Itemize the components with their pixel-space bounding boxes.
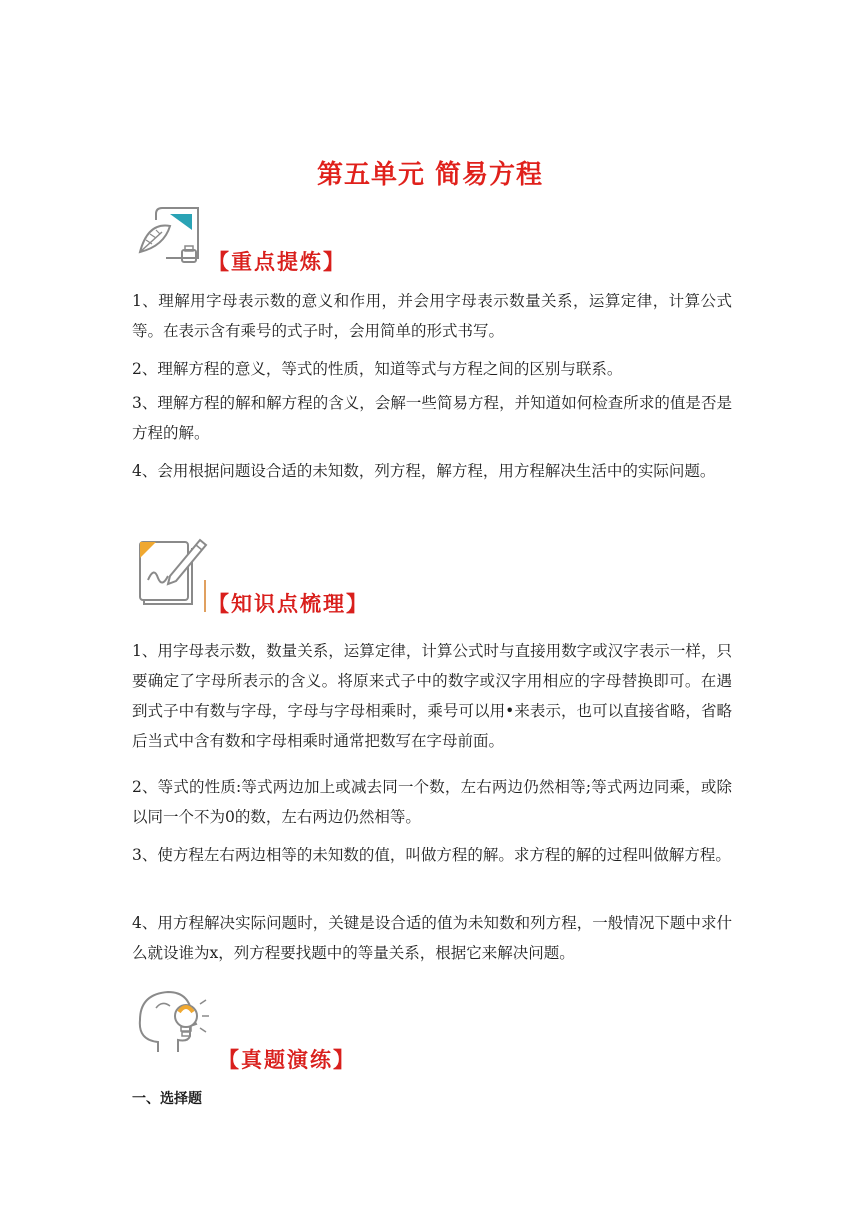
quill-scroll-icon [134, 200, 210, 272]
notepad-pencil-icon [134, 536, 210, 610]
key-point-3: 3、理解方程的解和解方程的含义，会解一些简易方程，并知道如何检查所求的值是否是方程的解。 [132, 394, 732, 442]
knowledge-point-4: 4、用方程解决实际问题时，关键是设合适的值为未知数和列方程，一般情况下题中求什么就设谁为x，列方程要找题中的等量关系，根据它来解决问题。 [132, 914, 732, 962]
key-point-2: 2、理解方程的意义，等式的性质，知道等式与方程之间的区别与联系。 [132, 360, 623, 378]
knowledge-point-1: 1、用字母表示数，数量关系，运算定律，计算公式时与直接用数字或汉字表示一样，只要确定了字母所表示的含义。将原来式子中的数字或汉字用相应的字母替换即可。在遇到式子中有数与字母，字母与字母相乘时，乘号可以用•来表示，也可以直接省略，省略后当式中含有数和字母相乘时通常把数写在字母前面。 [132, 642, 732, 750]
section-heading-key-points: 【重点提炼】 [208, 249, 346, 274]
key-point-4: 4、会用根据问题设合适的未知数，列方程，解方程，用方程解决生活中的实际问题。 [132, 462, 716, 480]
subsection-multiple-choice: 一、选择题 [132, 1091, 202, 1107]
heading-divider [204, 580, 206, 612]
knowledge-point-2: 2、等式的性质:等式两边加上或减去同一个数，左右两边仍然相等;等式两边同乘，或除以同一个不为0的数，左右两边仍然相等。 [132, 778, 732, 826]
section-heading-knowledge: 【知识点梳理】 [208, 591, 369, 616]
key-point-1: 1、理解用字母表示数的意义和作用，并会用字母表示数量关系，运算定律，计算公式等。在表示含有乘号的式子时，会用简单的形式书写。 [132, 292, 732, 340]
page-title: 第五单元 简易方程 [316, 160, 544, 190]
knowledge-point-3: 3、使方程左右两边相等的未知数的值，叫做方程的解。求方程的解的过程叫做解方程。 [132, 846, 731, 864]
section-heading-practice: 【真题演练】 [218, 1047, 356, 1072]
head-lightbulb-icon [130, 986, 212, 1056]
